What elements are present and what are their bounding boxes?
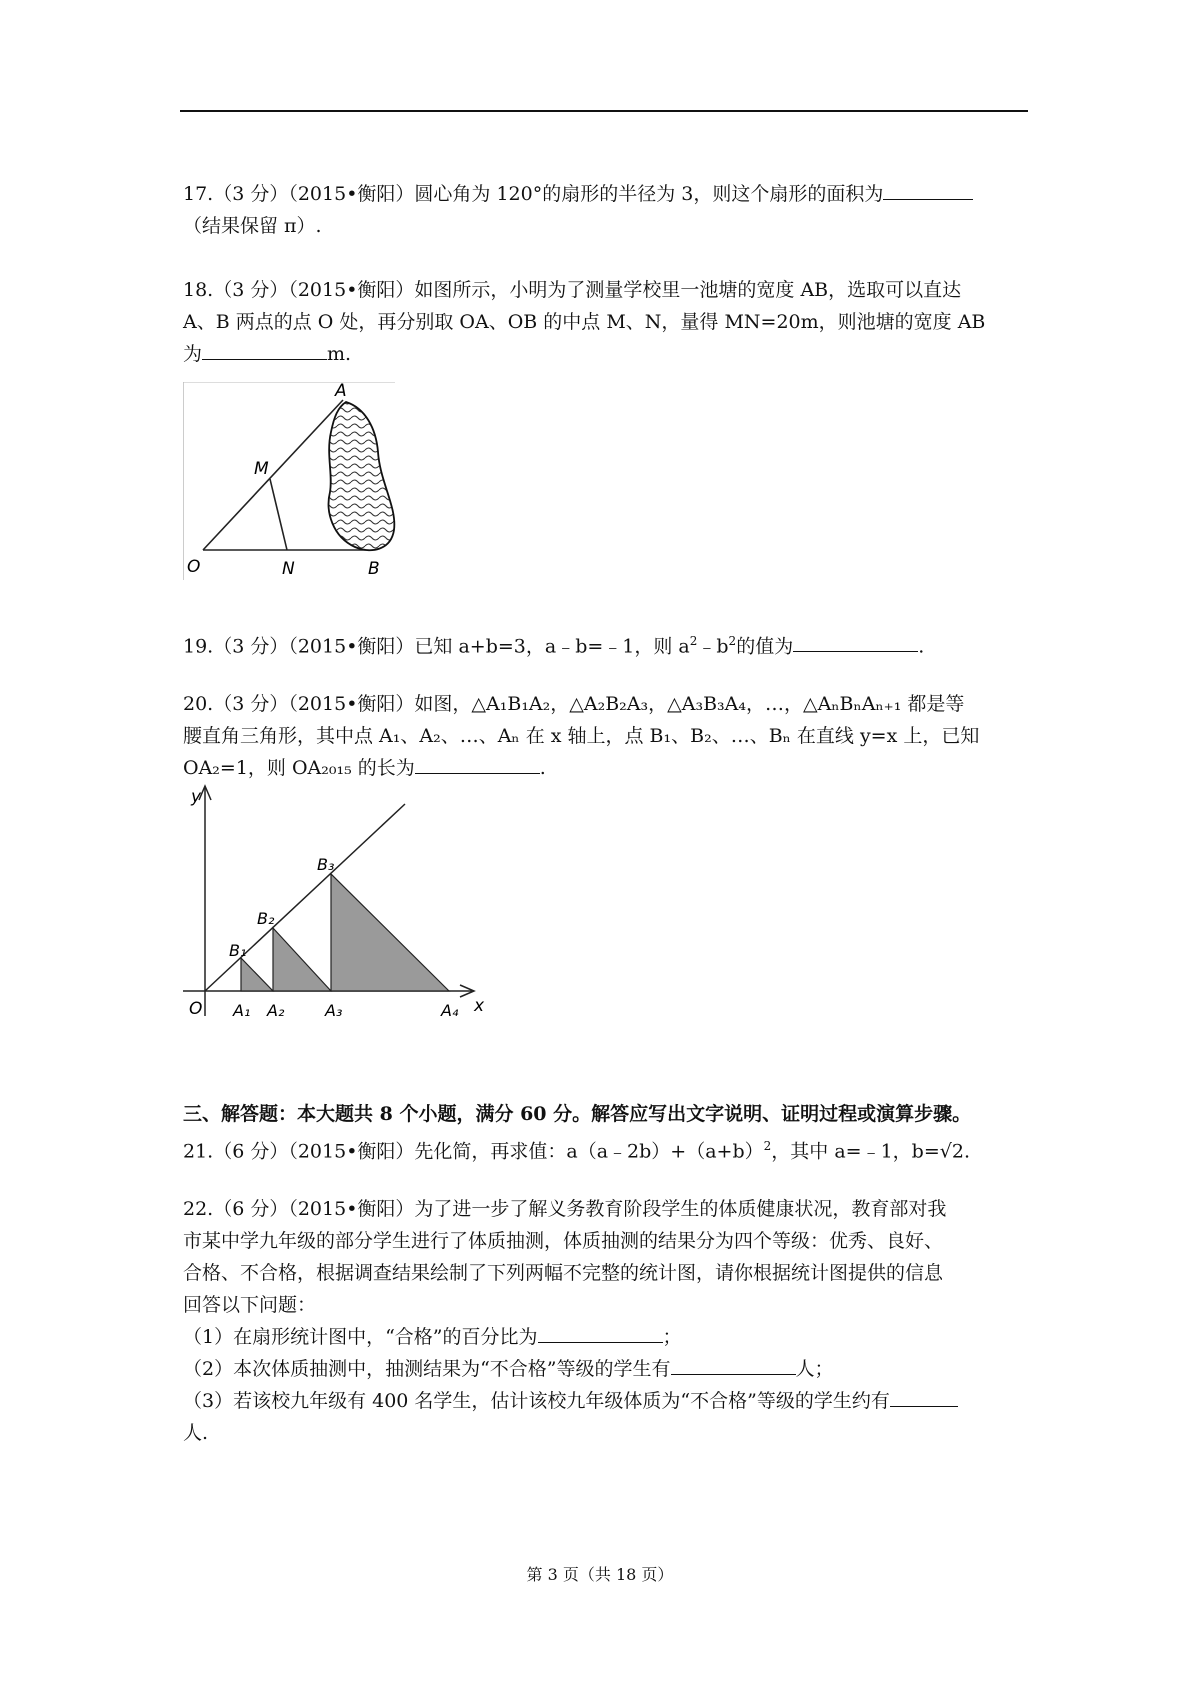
q20-line1: 20.（3 分）（2015•衡阳）如图，△A₁B₁A₂，△A₂B₂A₃，△A₃B₃A₄，…，△AₙBₙAₙ₊₁ 都是等 — [183, 693, 965, 715]
label-N: N — [282, 559, 295, 579]
q19-sup2: 2 — [728, 634, 737, 648]
q20-line2: 腰直角三角形，其中点 A₁、A₂、…、Aₙ 在 x 轴上，点 B₁、B₂、…、Bₙ 在直线 y=x 上，已知 — [183, 725, 980, 747]
label-B: B — [368, 559, 380, 579]
q20-answer-blank[interactable] — [415, 753, 540, 774]
section-3 — [183, 1098, 1028, 1130]
q22-sub2-blank[interactable] — [671, 1354, 796, 1375]
q22-line3: 合格、不合格，根据调查结果绘制了下列两幅不完整的统计图，请你根据统计图提供的信息 — [183, 1262, 944, 1284]
header-rule — [180, 110, 1028, 112]
label-A2: A₂ — [267, 1001, 285, 1020]
label-O: O — [189, 999, 203, 1019]
question-20 — [183, 688, 1028, 784]
pond-shape — [329, 402, 395, 550]
label-B3: B₃ — [317, 855, 335, 874]
q17-line1: 17.（3 分）（2015•衡阳）圆心角为 120°的扇形的半径为 3，则这个扇形的面积为 — [183, 183, 884, 205]
q18-line3-post: m. — [327, 343, 352, 365]
q18-answer-blank[interactable] — [202, 339, 327, 360]
question-18 — [183, 274, 1028, 370]
q22-sub3-line2: 人. — [183, 1422, 209, 1444]
label-O: O — [187, 557, 201, 577]
q18-line3-pre: 为 — [183, 343, 203, 365]
q21-post: ，其中 a=﹣1，b=√2. — [771, 1140, 970, 1163]
triangle-A2B2A3 — [273, 928, 331, 991]
q18-line1: 18.（3 分）（2015•衡阳）如图所示，小明为了测量学校里一池塘的宽度 AB，选取可以直达 — [183, 279, 962, 301]
q21-pre: 21.（6 分）（2015•衡阳）先化简，再求值：a（a﹣2b）+（a+b） — [183, 1140, 764, 1163]
q17-answer-blank[interactable] — [883, 179, 973, 200]
line-OA — [203, 400, 343, 550]
question-19 — [183, 625, 1028, 662]
label-A3: A₃ — [325, 1001, 343, 1020]
label-A4: A₄ — [441, 1001, 459, 1020]
q22-line2: 市某中学九年级的部分学生进行了体质抽测，体质抽测的结果分为四个等级：优秀、良好、 — [183, 1230, 944, 1252]
q19-sup1: 2 — [689, 634, 698, 648]
q20-line3-pre: OA₂=1，则 OA₂₀₁₅ 的长为 — [183, 757, 415, 779]
q17-line2: （结果保留 π）. — [183, 215, 322, 237]
question-22 — [183, 1193, 1028, 1449]
q22-sub1-pre: （1）在扇形统计图中，“合格”的百分比为 — [183, 1326, 538, 1348]
section-3-title: 三、解答题：本大题共 8 个小题，满分 60 分。解答应写出文字说明、证明过程或演算步骤。 — [183, 1103, 972, 1125]
q22-line4: 回答以下问题： — [183, 1294, 317, 1316]
segment-MN — [270, 479, 287, 550]
q22-sub3-pre: （3）若该校九年级有 400 名学生，估计该校九年级体质为“不合格”等级的学生约有 — [183, 1390, 890, 1412]
q22-sub1-blank[interactable] — [538, 1322, 663, 1343]
q22-sub3-blank[interactable] — [890, 1386, 958, 1407]
question-17 — [183, 178, 1028, 242]
q22-sub1-post: ； — [662, 1326, 682, 1348]
label-M: M — [254, 459, 269, 479]
page-footer: 第 3 页（共 18 页） — [526, 1565, 674, 1584]
q19-post: 的值为 — [736, 635, 794, 658]
q21-sup: 2 — [763, 1139, 772, 1153]
q19-mid: ﹣b — [697, 635, 729, 658]
pond-figure — [183, 382, 398, 580]
triangle-A1B1A2 — [241, 958, 273, 991]
q20-line3-post: . — [539, 757, 546, 779]
label-A: A — [335, 382, 347, 401]
q19-end: . — [918, 635, 925, 658]
question-21 — [183, 1130, 1028, 1167]
label-x: x — [474, 996, 485, 1016]
label-B2: B₂ — [257, 909, 275, 928]
q18-line2: A、B 两点的点 O 处，再分别取 OA、OB 的中点 M、N，量得 MN=20m，则池塘的宽度 AB — [183, 311, 986, 333]
q19-answer-blank[interactable] — [793, 631, 918, 652]
q19-pre: 19.（3 分）（2015•衡阳）已知 a+b=3，a﹣b=﹣1，则 a — [183, 635, 690, 658]
triangle-A3B3A4 — [331, 874, 449, 991]
q22-sub2-post: 人； — [795, 1358, 834, 1380]
q22-line1: 22.（6 分）（2015•衡阳）为了进一步了解义务教育阶段学生的体质健康状况，教育部对我 — [183, 1198, 947, 1220]
label-B1: B₁ — [229, 941, 247, 960]
label-A1: A₁ — [233, 1001, 251, 1020]
q22-sub2-pre: （2）本次体质抽测中，抽测结果为“不合格”等级的学生有 — [183, 1358, 671, 1380]
label-y: y — [191, 787, 202, 807]
triangle-sequence-figure — [183, 778, 488, 1026]
